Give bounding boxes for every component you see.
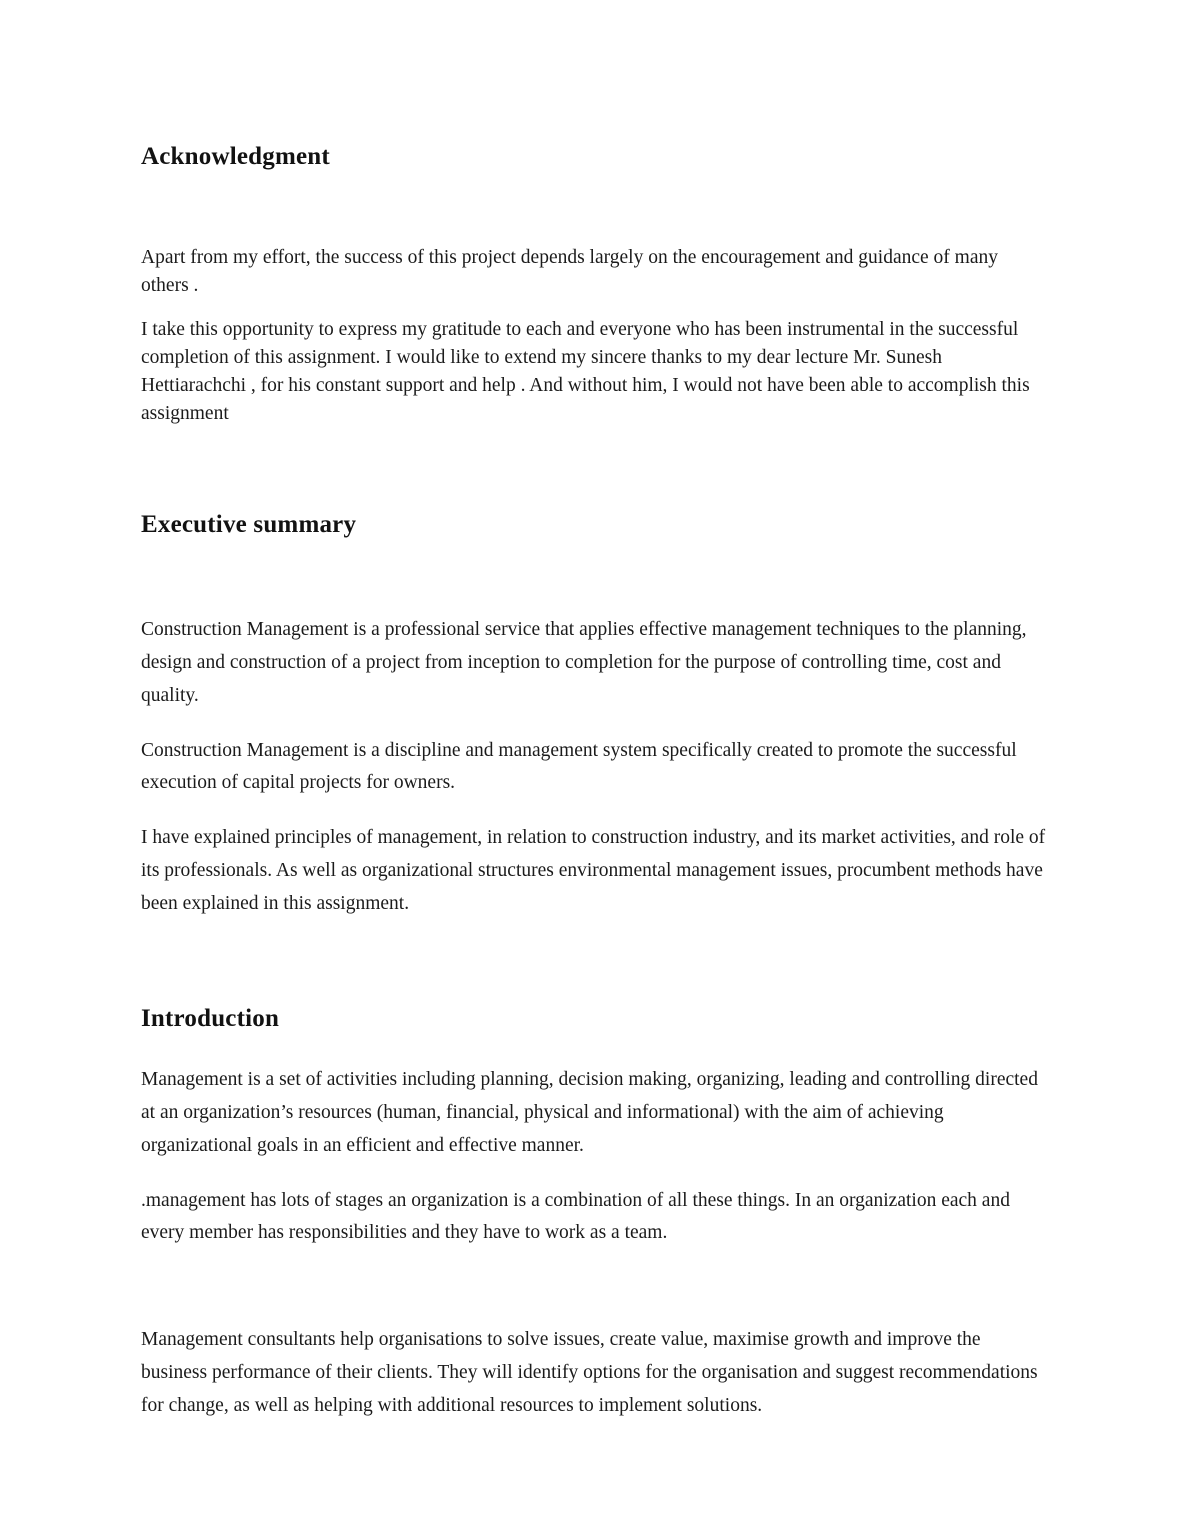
paragraph: Management is a set of activities including planning, decision making, organizing, leading and controlling directed at an organization’s resources (human, financial, physical and informational) with the aim of achieving organizational goals in an efficient and effective manner. xyxy=(141,1069,1038,1156)
section-introduction xyxy=(141,1004,1048,1422)
paragraph: Apart from my effort, the success of this project depends largely on the encouragement and guidance of many others . xyxy=(141,247,999,297)
section-executive-summary xyxy=(141,510,1048,920)
paragraph: Construction Management is a professional service that applies effective management techniques to the planning, design and construction of a project from inception to completion for the purpose of controlling time, cost and quality. xyxy=(141,619,1027,706)
paragraph: Construction Management is a discipline and management system specifically created to promote the successful execution of capital projects for owners. xyxy=(141,739,1017,794)
section-acknowledgment xyxy=(141,142,1048,428)
section-heading-executive-summary: Executive summary xyxy=(141,511,357,539)
paragraph: I take this opportunity to express my gratitude to each and everyone who has been instrumental in the successful completion of this assignment. I would like to extend my sincere thanks to my dear lecture Mr. Sunesh Hettiarachchi , for his constant support and help . And without him, I would not have been able to accomplish this assignment xyxy=(141,319,1030,425)
section-heading-acknowledgment: Acknowledgment xyxy=(141,143,330,170)
section-heading-introduction: Introduction xyxy=(141,1005,280,1033)
paragraph: .management has lots of stages an organization is a combination of all these things. In an organization each and every member has responsibilities and they have to work as a team. xyxy=(141,1189,1010,1244)
paragraph: I have explained principles of management, in relation to construction industry, and its market activities, and role of its professionals. As well as organizational structures environmental management issues, procumbent methods have been explained in this assignment. xyxy=(141,827,1046,914)
paragraph: Management consultants help organisations to solve issues, create value, maximise growth and improve the business performance of their clients. They will identify options for the organisation and suggest recommendations for change, as well as helping with additional resources to implement solutions. xyxy=(141,1329,1038,1416)
